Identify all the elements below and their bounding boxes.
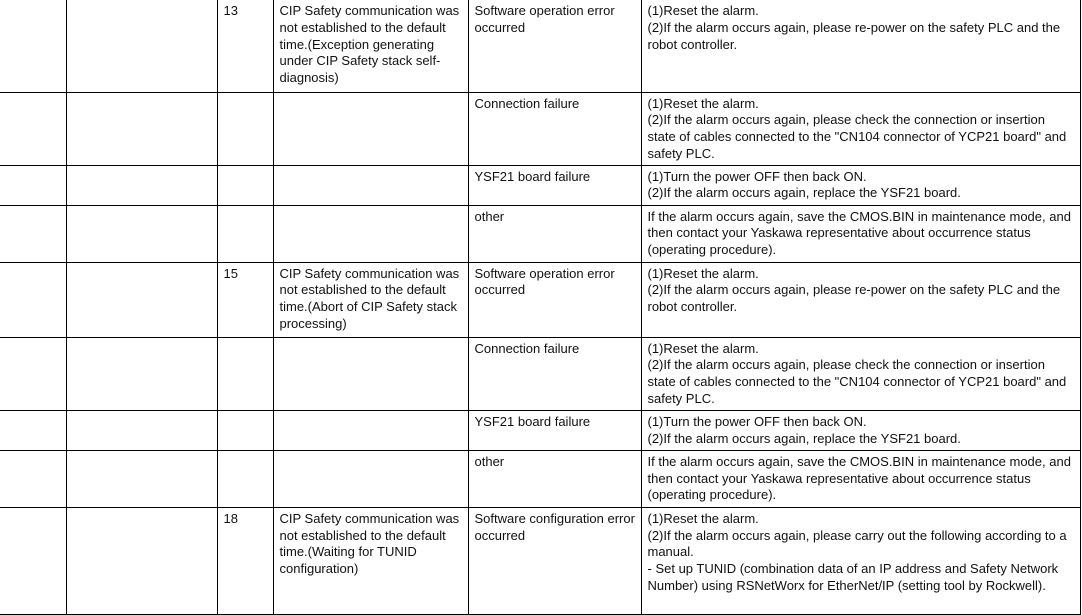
empty-cell-b	[66, 0, 217, 92]
empty-cell-a	[0, 450, 66, 507]
remedy-line: If the alarm occurs again, save the CMOS.BIN in maintenance mode, and then contact your Yaskawa representative about occurrence status (operating procedure).	[647, 453, 1071, 503]
empty-cell-b	[66, 507, 217, 614]
empty-cell-b	[66, 205, 217, 262]
remedy-cell	[641, 262, 1080, 337]
remedy-line: (2)If the alarm occurs again, please re-power on the safety PLC and the robot controller.	[647, 282, 1061, 315]
table-row	[0, 0, 1080, 92]
empty-cell-b	[66, 165, 217, 205]
table-row	[0, 165, 1080, 205]
remedy-line: (2)If the alarm occurs again, replace the YSF21 board.	[647, 430, 961, 446]
empty-cell-b	[66, 410, 217, 450]
meaning-cell: CIP Safety communication was not established to the default time.(Exception generating under CIP Safety stack self-diagnosis)	[273, 0, 468, 92]
remedy-line: (1)Reset the alarm.	[647, 265, 759, 281]
remedy-line: (1)Reset the alarm.	[647, 95, 759, 111]
cause-cell: YSF21 board failure	[468, 165, 641, 205]
remedy-cell	[641, 92, 1080, 165]
empty-cell-b	[66, 337, 217, 410]
empty-cell-a	[0, 0, 66, 92]
empty-cell-b	[66, 92, 217, 165]
table-row	[0, 205, 1080, 262]
remedy-line: (2)If the alarm occurs again, please check the connection or insertion state of cables connected to the "CN104 connector of YCP21 board" and safety PLC.	[647, 112, 1067, 161]
remedy-line: (2)If the alarm occurs again, please check the connection or insertion state of cables connected to the "CN104 connector of YCP21 board" and safety PLC.	[647, 357, 1067, 407]
cause-cell: Software configuration error occurred	[468, 507, 641, 614]
alarm-subcode-cell	[217, 450, 273, 507]
remedy-line: (1)Turn the power OFF then back ON.	[647, 168, 867, 184]
table-row	[0, 450, 1080, 507]
cause-cell: YSF21 board failure	[468, 410, 641, 450]
empty-cell-a	[0, 205, 66, 262]
meaning-cell	[273, 205, 468, 262]
cause-cell: Software operation error occurred	[468, 0, 641, 92]
alarm-subcode-cell	[217, 205, 273, 262]
alarm-subcode-cell: 18	[217, 507, 273, 614]
remedy-line: (1)Reset the alarm.	[647, 510, 759, 526]
table-row	[0, 337, 1080, 410]
meaning-cell	[273, 92, 468, 165]
remedy-line: (1)Reset the alarm.	[647, 340, 759, 356]
empty-cell-a	[0, 337, 66, 410]
remedy-cell	[641, 0, 1080, 92]
cause-cell: other	[468, 450, 641, 507]
table-row	[0, 507, 1080, 614]
meaning-cell: CIP Safety communication was not established to the default time.(Waiting for TUNID configuration)	[273, 507, 468, 614]
table-row	[0, 410, 1080, 450]
remedy-cell	[641, 450, 1080, 507]
meaning-cell	[273, 337, 468, 410]
table-row	[0, 262, 1080, 337]
remedy-line: If the alarm occurs again, save the CMOS.BIN in maintenance mode, and then contact your Yaskawa representative about occurrence status (operating procedure).	[647, 208, 1071, 258]
remedy-line: (2)If the alarm occurs again, please re-power on the safety PLC and the robot controller.	[647, 19, 1061, 52]
cause-cell: Connection failure	[468, 337, 641, 410]
remedy-line: (2)If the alarm occurs again, please carry out the following according to a manual.	[647, 527, 1067, 560]
empty-cell-a	[0, 262, 66, 337]
cause-cell: Connection failure	[468, 92, 641, 165]
alarm-subcode-cell	[217, 337, 273, 410]
empty-cell-a	[0, 507, 66, 614]
remedy-cell	[641, 410, 1080, 450]
meaning-cell	[273, 165, 468, 205]
cause-cell: other	[468, 205, 641, 262]
alarm-subcode-cell	[217, 410, 273, 450]
meaning-cell: CIP Safety communication was not established to the default time.(Abort of CIP Safety stack processing)	[273, 262, 468, 337]
empty-cell-a	[0, 410, 66, 450]
remedy-line: - Set up TUNID (combination data of an IP address and Safety Network Number) using RSNetWorx for EtherNet/IP (setting tool by Rockwell).	[647, 561, 1059, 594]
cause-cell: Software operation error occurred	[468, 262, 641, 337]
remedy-line: (1)Reset the alarm.	[647, 3, 759, 18]
remedy-line: (2)If the alarm occurs again, replace the YSF21 board.	[647, 185, 961, 201]
alarm-subcode-cell	[217, 165, 273, 205]
remedy-cell	[641, 507, 1080, 614]
remedy-cell	[641, 205, 1080, 262]
remedy-line: (1)Turn the power OFF then back ON.	[647, 413, 867, 429]
alarm-subcode-cell: 13	[217, 0, 273, 92]
remedy-cell	[641, 337, 1080, 410]
empty-cell-b	[66, 450, 217, 507]
empty-cell-b	[66, 262, 217, 337]
remedy-cell	[641, 165, 1080, 205]
alarm-subcode-cell	[217, 92, 273, 165]
alarm-subcode-cell: 15	[217, 262, 273, 337]
empty-cell-a	[0, 165, 66, 205]
meaning-cell	[273, 450, 468, 507]
meaning-cell	[273, 410, 468, 450]
empty-cell-a	[0, 92, 66, 165]
table-row	[0, 92, 1080, 165]
